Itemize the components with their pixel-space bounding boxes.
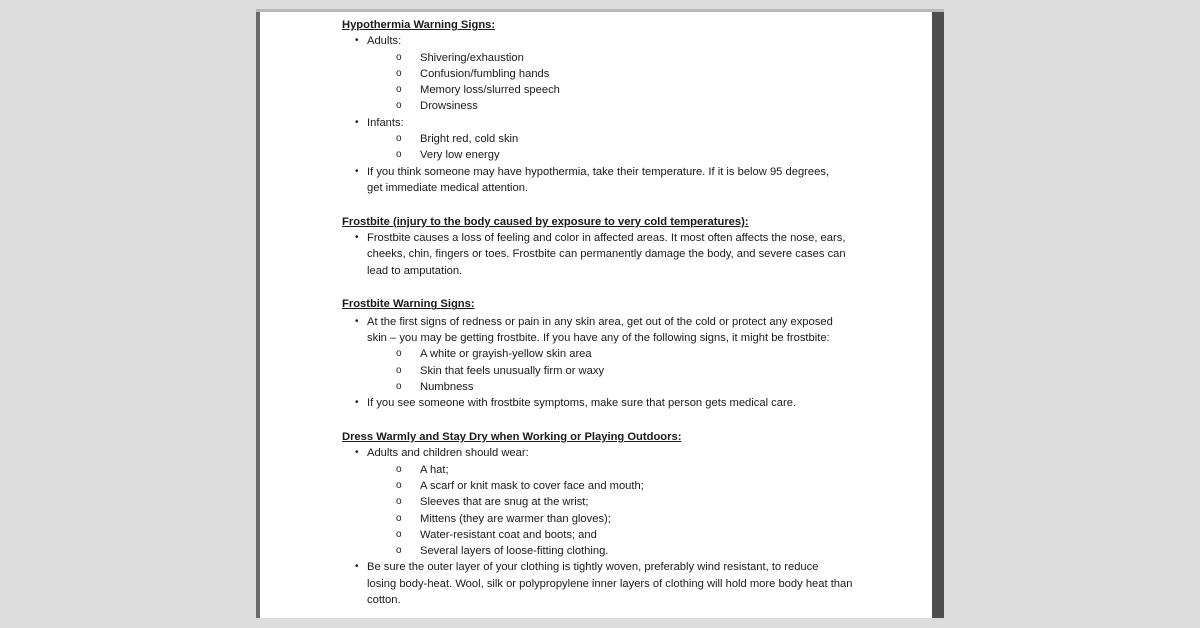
sub-list-item: o Numbness	[342, 379, 862, 395]
bullet-icon: •	[355, 561, 359, 573]
sub-bullet-icon: o	[396, 463, 402, 475]
sub-bullet-icon: o	[396, 84, 402, 96]
sub-bullet-icon: o	[396, 512, 402, 524]
list-item: • Infants:	[342, 115, 862, 131]
bullet-icon: •	[355, 116, 359, 128]
sub-list-item: o Shivering/exhaustion	[342, 50, 862, 66]
sub-list-item: o Skin that feels unusually firm or waxy	[342, 363, 862, 379]
list-item-continuation: lead to amputation.	[367, 264, 463, 277]
sub-list-item: o A hat;	[342, 462, 862, 478]
sub-bullet-icon: o	[396, 380, 402, 392]
sub-bullet-icon: o	[396, 133, 402, 145]
list-item-continuation: losing body-heat. Wool, silk or polypropylene inner layers of clothing will hold more body heat than	[367, 577, 853, 590]
sub-list-item: o Mittens (they are warmer than gloves);	[342, 511, 862, 527]
sub-bullet-icon: o	[396, 545, 402, 557]
spacer	[342, 196, 862, 214]
sub-bullet-icon: o	[396, 364, 402, 376]
list-item: • Frostbite causes a loss of feeling and color in affected areas. It most often affects the nose, ears,	[342, 230, 862, 246]
sub-bullet-icon: o	[396, 528, 402, 540]
sub-bullet-icon: o	[396, 67, 402, 79]
spacer	[342, 412, 862, 430]
list-item-continuation: cotton.	[367, 594, 401, 606]
section-heading-frostbite-signs: Frostbite Warning Signs:	[342, 298, 475, 311]
document-page	[260, 12, 932, 618]
section-heading-dress-warmly: Dress Warmly and Stay Dry when Working or Playing Outdoors:	[342, 431, 682, 444]
sub-list-item: o Several layers of loose-fitting clothing.	[342, 543, 862, 559]
bullet-icon: •	[355, 232, 359, 244]
sub-list-item: o Sleeves that are snug at the wrist;	[342, 494, 862, 510]
bullet-icon: •	[355, 315, 359, 327]
sub-bullet-icon: o	[396, 149, 402, 161]
list-item-continuation: get immediate medical attention.	[367, 181, 529, 194]
sub-bullet-icon: o	[396, 100, 402, 112]
list-item-continuation: cheeks, chin, fingers or toes. Frostbite can permanently damage the body, and severe cases can	[367, 248, 846, 261]
sub-bullet-icon: o	[396, 479, 402, 491]
list-item: • At the first signs of redness or pain in any skin area, get out of the cold or protect any exposed	[342, 314, 862, 330]
sub-list-item: o Confusion/fumbling hands	[342, 66, 862, 82]
bullet-icon: •	[355, 397, 359, 409]
sub-list-item: o Bright red, cold skin	[342, 131, 862, 147]
sub-list-item: o Memory loss/slurred speech	[342, 82, 862, 98]
sub-list-item: o Water-resistant coat and boots; and	[342, 527, 862, 543]
scrollbar-track[interactable]	[932, 12, 944, 618]
sub-list-item: o A white or grayish-yellow skin area	[342, 346, 862, 362]
list-item: • Adults:	[342, 33, 862, 49]
list-item: • Adults and children should wear:	[342, 445, 862, 461]
sub-list-item: o A scarf or knit mask to cover face and mouth;	[342, 478, 862, 494]
sub-list-item: o Drowsiness	[342, 98, 862, 114]
spacer	[342, 279, 862, 297]
bullet-icon: •	[355, 447, 359, 459]
sub-bullet-icon: o	[396, 348, 402, 360]
sub-list-item: o Very low energy	[342, 147, 862, 163]
list-item: • If you think someone may have hypothermia, take their temperature. If it is below 95 degrees,	[342, 164, 862, 180]
bullet-icon: •	[355, 35, 359, 47]
sub-bullet-icon: o	[396, 51, 402, 63]
list-item: • If you see someone with frostbite symptoms, make sure that person gets medical care.	[342, 395, 862, 411]
bullet-icon: •	[355, 165, 359, 177]
sub-bullet-icon: o	[396, 496, 402, 508]
document-content	[342, 17, 862, 608]
section-heading-frostbite: Frostbite (injury to the body caused by exposure to very cold temperatures):	[342, 215, 749, 228]
list-item: • Be sure the outer layer of your clothing is tightly woven, preferably wind resistant, to reduce	[342, 559, 862, 575]
section-heading-hypothermia: Hypothermia Warning Signs:	[342, 19, 496, 31]
list-item-continuation: skin – you may be getting frostbite. If you have any of the following signs, it might be frostbite:	[367, 332, 830, 345]
